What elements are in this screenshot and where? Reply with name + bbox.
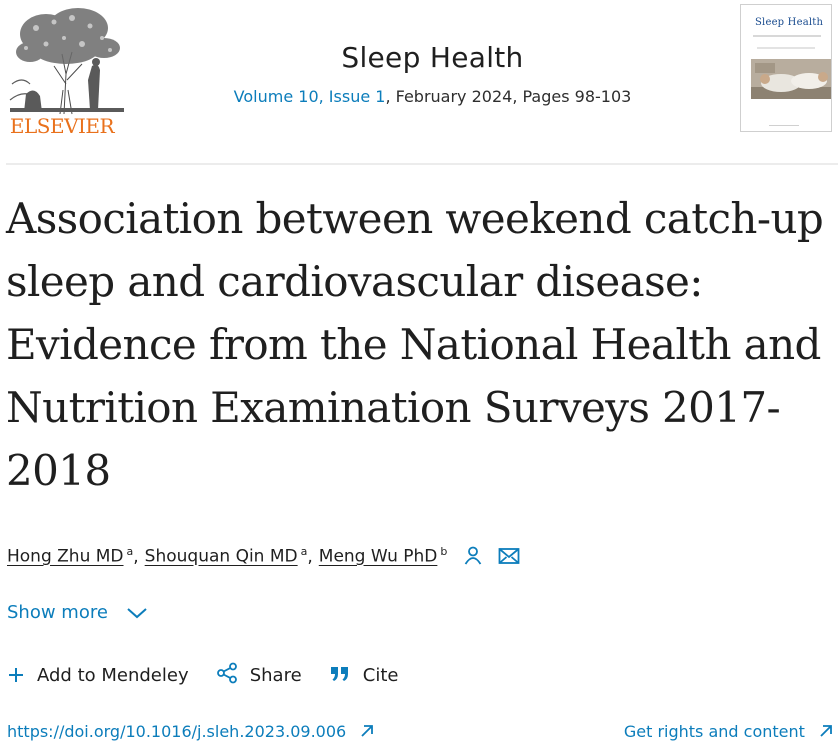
person-icon[interactable] — [463, 545, 483, 573]
plus-icon — [7, 666, 25, 684]
doi-link[interactable] — [7, 720, 375, 744]
author-link[interactable]: Hong Zhu MD — [7, 546, 124, 567]
author-list — [7, 539, 520, 567]
show-more-button[interactable] — [7, 600, 148, 626]
doi-text: https://doi.org/10.1016/j.sleh.2023.09.006 — [7, 722, 347, 741]
cite-button[interactable] — [329, 662, 399, 690]
author-link[interactable]: Shouquan Qin MD — [144, 546, 298, 567]
article-actions — [7, 662, 420, 690]
issue-details: , February 2024, Pages 98-103 — [385, 87, 632, 106]
show-more-label: Show more — [7, 602, 108, 623]
affiliation-marker[interactable]: b — [440, 545, 448, 558]
chevron-down-icon — [126, 606, 148, 620]
tree-icon — [6, 4, 128, 116]
affiliation-marker[interactable]: a — [300, 545, 308, 558]
cover-subtitle-rule — [757, 47, 815, 49]
journal-info — [150, 40, 715, 108]
share-button[interactable] — [216, 662, 302, 690]
rights-text: Get rights and content — [623, 722, 805, 741]
header-divider — [6, 163, 838, 165]
journal-title[interactable]: Sleep Health — [341, 41, 524, 74]
cover-subtitle-rule — [753, 35, 821, 37]
affiliation-marker[interactable]: a — [126, 545, 134, 558]
mendeley-label: Add to Mendeley — [37, 665, 189, 686]
get-rights-link[interactable] — [624, 720, 834, 744]
add-to-mendeley-button[interactable] — [7, 662, 189, 690]
author-link[interactable]: Meng Wu PhD — [318, 546, 438, 567]
share-icon — [216, 662, 238, 684]
cover-rule — [769, 125, 799, 126]
publisher-name: ELSEVIER — [9, 114, 115, 138]
external-arrow-icon — [818, 723, 834, 739]
quote-icon — [329, 664, 351, 684]
author-separator: , — [307, 546, 313, 567]
mail-icon[interactable] — [498, 547, 520, 573]
author-separator: , — [133, 546, 139, 567]
issue-line — [150, 86, 715, 108]
cover-image — [751, 59, 831, 99]
issue-link[interactable]: Volume 10, Issue 1 — [233, 87, 386, 106]
cite-label: Cite — [362, 665, 399, 686]
share-label: Share — [249, 665, 302, 686]
journal-cover[interactable] — [740, 4, 832, 132]
external-arrow-icon — [359, 723, 375, 739]
cover-title: Sleep Health — [755, 17, 824, 28]
article-header — [0, 0, 838, 162]
article-title: Association between weekend catch-up sleep and cardiovascular disease: Evidence from the National Health and Nutrition Examination Surveys 2017-2018 — [6, 194, 824, 495]
